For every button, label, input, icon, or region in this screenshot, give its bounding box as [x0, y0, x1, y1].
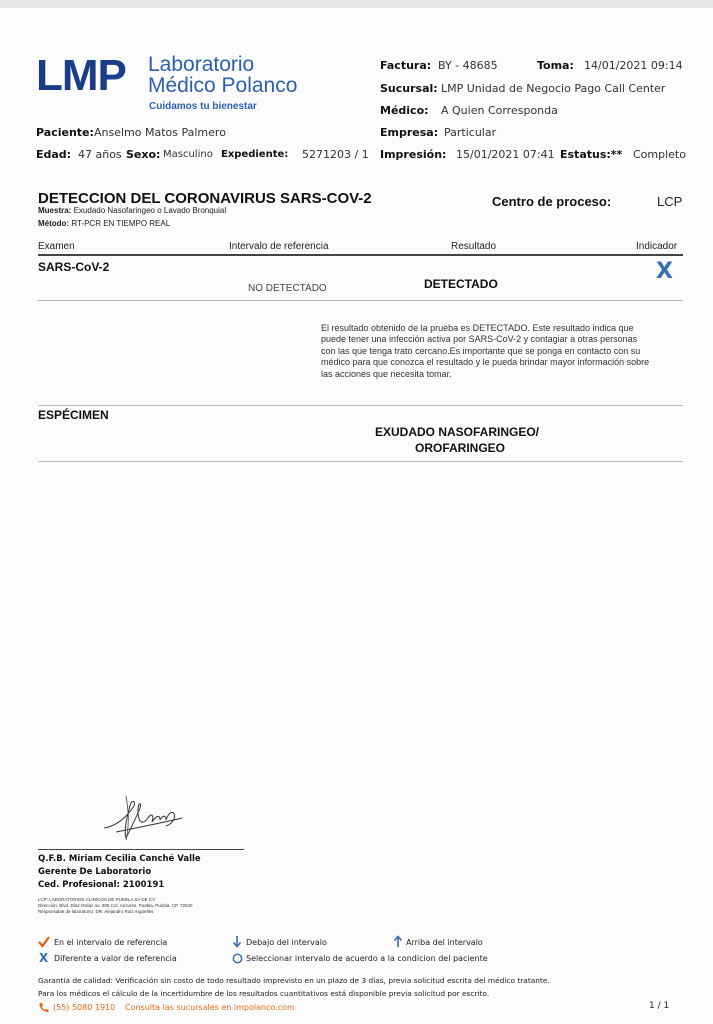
factura-label: Factura: [380, 59, 432, 72]
circle-icon [232, 953, 243, 964]
result-value: DETECTADO [424, 277, 498, 291]
impresion-label: Impresión: [380, 148, 447, 161]
indicator-x-icon: X [656, 259, 673, 284]
header-divider [38, 254, 683, 256]
empresa-label: Empresa: [380, 126, 439, 139]
result-examen: SARS-CoV-2 [38, 260, 110, 274]
sucursal-label: Sucursal: [380, 82, 438, 95]
logo-name-line2: Médico Polanco [148, 74, 298, 97]
lab-info-line1: LCP: LABORATORIOS CLINICOS DE PUEBLA SA DE CV [38, 897, 156, 902]
phone-number[interactable]: (55) 5080 1910 [53, 1003, 116, 1012]
arrow-up-icon [393, 935, 403, 948]
factura-value: BY - 48685 [438, 59, 498, 72]
col-resultado: Resultado [451, 241, 497, 252]
legend-select-interval: Seleccionar intervalo de acuerdo a la condicion del paciente [246, 954, 488, 963]
note-divider [38, 405, 683, 406]
col-intervalo: Intervalo de referencia [229, 241, 329, 252]
quality-guarantee: Garantía de calidad: Verificación sin costo de todo resultado imprevisto en un plazo de 3 días, previa solicitud escrita del médico tratante. [38, 976, 550, 985]
legend-different: Diferente a valor de referencia [54, 954, 177, 963]
medico-label: Médico: [380, 104, 429, 117]
phone-icon [38, 1002, 49, 1013]
centro-value: LCP [657, 194, 683, 209]
col-indicador: Indicador [636, 241, 678, 252]
legend-in-range: En el intervalo de referencia [54, 938, 168, 947]
study-title: DETECCION DEL CORONAVIRUS SARS-COV-2 [38, 190, 372, 207]
specimen-value-line2: OROFARINGEO [415, 441, 506, 455]
result-note: El resultado obtenido de la prueba es DETECTADO. Este resultado indica que puede tener una infección activa por SARS-CoV-2 y contagiar a otras personas con las que tenga trato cercano.Es importante que se ponga en contacto con su médico para que conozca el resultado y le pueda brindar mayor información sobre las acciones que necesita tomar. [321, 323, 650, 379]
check-icon [38, 936, 50, 948]
sucursal-value: LMP Unidad de Negocio Pago Call Center [441, 82, 666, 95]
lab-info-line2: Dirección: Blvd. Díaz Ordaz no. 808 Col. Anzures, Puebla, Puebla. CP. 72530 [38, 903, 193, 908]
arrow-down-icon [232, 935, 242, 948]
paciente-label: Paciente: [36, 126, 94, 139]
branches-link[interactable]: Consulta las sucursales en lmpolanco.com [125, 1003, 295, 1012]
result-intervalo: NO DETECTADO [248, 283, 327, 294]
muestra-value: Exudado Nasofaringeo o Lavado Bronquial [73, 206, 227, 215]
signer-name: Q.F.B. Miriam Cecilia Canché Valle [38, 854, 201, 864]
metodo-label: Método: [38, 219, 70, 228]
toma-value: 14/01/2021 09:14 [584, 59, 683, 72]
estatus-label: Estatus:** [560, 148, 623, 161]
specimen-label: ESPÉCIMEN [38, 408, 109, 422]
col-examen: Examen [38, 241, 75, 252]
legend-below: Debajo del intervalo [246, 938, 327, 947]
x-icon: X [39, 951, 49, 965]
edad-value: 47 años [78, 148, 122, 161]
muestra-label: Muestra: [38, 206, 72, 215]
logo-tagline: Cuidamos tu bienestar [149, 101, 257, 112]
estatus-value: Completo [633, 148, 686, 161]
specimen-value-line1: EXUDADO NASOFARINGEO/ [375, 425, 540, 439]
signer-cedula: Ced. Profesional: 2100191 [38, 880, 165, 890]
uncertainty-note: Para los médicos el cálculo de la incertidumbre de los resultados cuantitativos está disponible previa solicitud por escrito. [38, 989, 490, 998]
legend-above: Arriba del intervalo [406, 938, 483, 947]
lmp-logo: LMP [36, 51, 126, 100]
expediente-label: Expediente: [221, 149, 289, 160]
handwritten-signature [96, 788, 192, 846]
empresa-value: Particular [444, 126, 497, 139]
sexo-label: Sexo: [126, 148, 161, 161]
paciente-value: Anselmo Matos Palmero [94, 126, 226, 139]
page-number: 1 / 1 [649, 1001, 670, 1011]
specimen-divider [38, 461, 683, 462]
toma-label: Toma: [537, 59, 574, 72]
edad-label: Edad: [36, 148, 72, 161]
sexo-value: Masculino [163, 149, 213, 160]
lab-info-line3: Responsable de laboratorio: DR. Alejandro Ruiz Argüelles [38, 909, 154, 914]
signer-role: Gerente De Laboratorio [38, 867, 152, 877]
logo-name-line1: Laboratorio [148, 53, 255, 76]
impresion-value: 15/01/2021 07:41 [456, 148, 555, 161]
centro-label: Centro de proceso: [492, 194, 612, 209]
metodo-value: RT-PCR EN TIEMPO REAL [71, 219, 171, 228]
medico-value: A Quien Corresponda [441, 104, 558, 117]
signature-line [38, 849, 244, 850]
lab-report-page [0, 8, 713, 1024]
row-divider [38, 300, 683, 301]
expediente-value: 5271203 / 1 [302, 148, 369, 161]
